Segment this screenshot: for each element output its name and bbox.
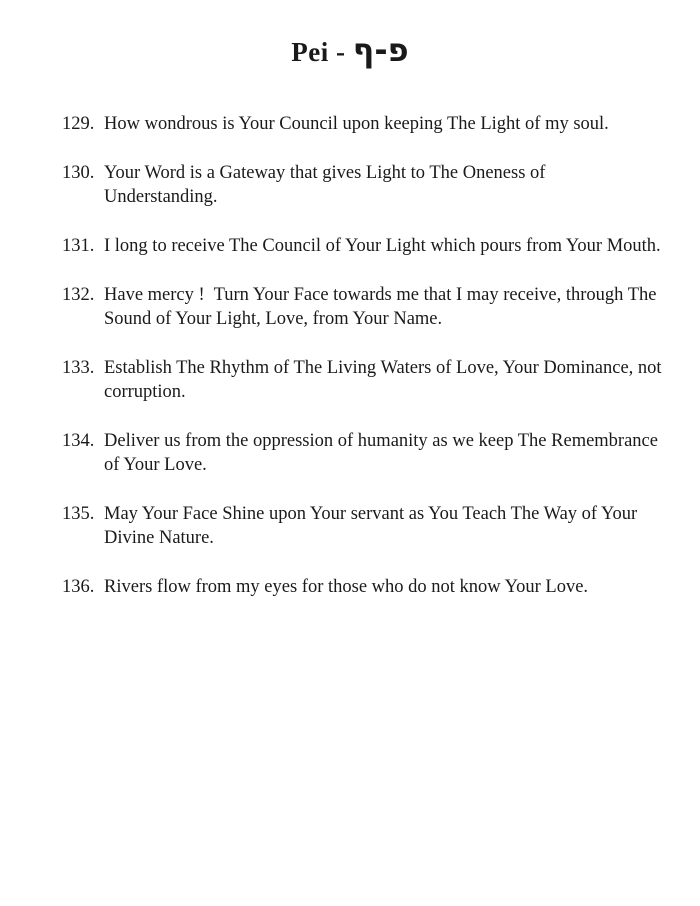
verse-text: Your Word is a Gateway that gives Light to The Oneness of Understanding. (104, 163, 546, 207)
verse-131 (62, 234, 662, 258)
verse-number: 134. (62, 431, 95, 451)
verse-text: May Your Face Shine upon Your servant as You Teach The Way of Your Divine Nature. (104, 504, 638, 548)
verse-text: Have mercy ! Turn Your Face towards me that I may receive, through The Sound of Your Light, Love, from Your Name. (104, 285, 662, 329)
verse-text: Deliver us from the oppression of humanity as we keep The Remembrance of Your Love. (104, 431, 658, 475)
verse-number: 133. (62, 358, 95, 378)
verse-134 (62, 429, 662, 477)
verse-number: 132. (62, 285, 95, 305)
verse-list (62, 112, 662, 624)
verse-129 (62, 112, 662, 136)
verse-number: 136. (62, 577, 95, 597)
verse-number: 135. (62, 504, 95, 524)
verse-text: I long to receive The Council of Your Light which pours from Your Mouth. (104, 236, 661, 256)
verse-135 (62, 502, 662, 550)
verse-133 (62, 356, 662, 404)
verse-130 (62, 161, 662, 209)
verse-number: 131. (62, 236, 95, 256)
page-title (0, 30, 700, 72)
verse-text: Rivers flow from my eyes for those who do not know Your Love. (104, 577, 589, 597)
verse-136 (62, 575, 662, 599)
title-prefix: Pei - (291, 37, 346, 67)
verse-132 (62, 283, 662, 331)
verse-number: 129. (62, 114, 95, 134)
verse-number: 130. (62, 163, 95, 183)
verse-text: How wondrous is Your Council upon keeping The Light of my soul. (104, 114, 609, 134)
verse-text: Establish The Rhythm of The Living Waters of Love, Your Dominance, not corruption. (104, 358, 662, 402)
title-hebrew-letters: פ-ף (352, 31, 409, 69)
